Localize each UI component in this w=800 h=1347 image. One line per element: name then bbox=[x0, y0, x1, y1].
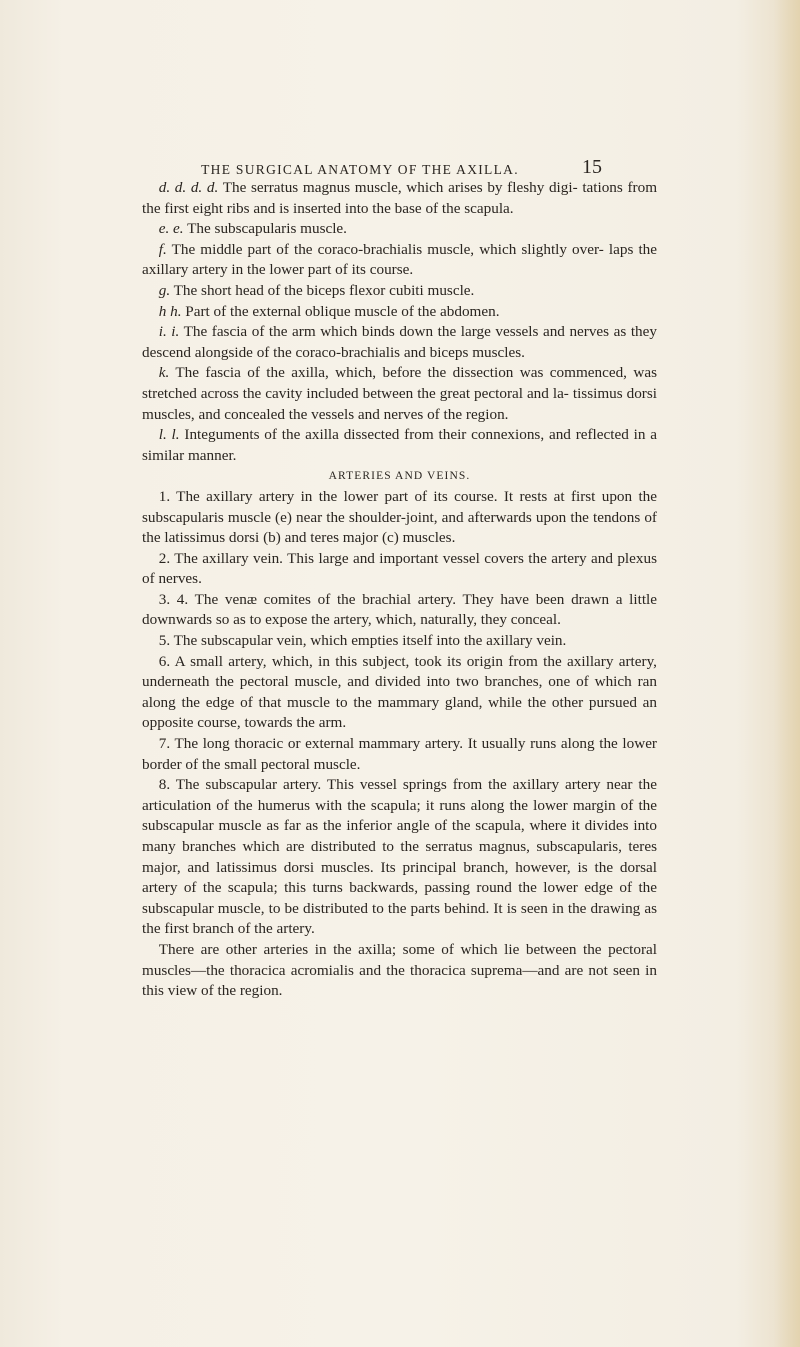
item-text: A small artery, which, in this subject, took its origin from the axillary artery, underneath the pectoral muscle, and divided into two branches, one of which ran along the edge of that muscle to the mammary gland, while the other pursued an opposite course, towards the arm. bbox=[142, 652, 657, 732]
item-text: The axillary vein. This large and important vessel covers the artery and plexus of nerves. bbox=[142, 549, 657, 588]
item-text: The subscapular artery. This vessel springs from the axillary artery near the articulation of the humerus with the scapula; it runs along the lower margin of the subscapular muscle as far as the inferior angle of the scapula, where it divides into many branches which are distributed to the serratus magnus, subscapularis, teres major, and latissimus dorsi muscles. Its principal branch, however, is the dorsal artery of the scapula; this turns backwards, passing round the lower edge of the subscapular muscle, to be distributed to the parts behind. It is seen in the drawing as the first branch of the artery. bbox=[142, 776, 657, 938]
legend-text: Integuments of the axilla dissected from their connexions, and reflected in a similar manner. bbox=[142, 426, 658, 464]
legend-item bbox=[142, 281, 657, 302]
page-edge-stain bbox=[774, 0, 800, 1347]
numbered-item bbox=[142, 652, 657, 734]
legend-item bbox=[142, 178, 657, 219]
page-body bbox=[142, 178, 657, 1002]
item-text: The subscapular vein, which empties itself into the axillary vein. bbox=[173, 632, 567, 650]
legend-text: Part of the external oblique muscle of the abdomen. bbox=[185, 302, 500, 320]
legend-label: d. d. d. d. bbox=[158, 179, 219, 196]
legend-label: g. bbox=[158, 281, 171, 299]
item-number: 8. bbox=[158, 776, 171, 794]
legend-item bbox=[142, 363, 657, 425]
item-number: 1. bbox=[158, 487, 171, 505]
legend-label: f. bbox=[158, 240, 167, 258]
legend-text: The middle part of the coraco-brachialis muscle, which slightly over- laps the axillary artery in the lower part of its course. bbox=[142, 240, 657, 279]
legend-text: The fascia of the axilla, which, before the dissection was commenced, was stretched across the cavity included between the great pectoral and la- tissimus dorsi muscles, and concealed the vessels and nerves of the region. bbox=[142, 364, 657, 423]
item-number: 6. bbox=[158, 652, 171, 670]
legend-text: The serratus magnus muscle, which arises by fleshy digi- tations from the first eight ribs and is inserted into the base of the scapula. bbox=[142, 179, 658, 217]
numbered-item bbox=[142, 775, 657, 940]
legend-label: k. bbox=[158, 364, 170, 382]
legend-item bbox=[142, 322, 657, 363]
item-number: 5. bbox=[158, 632, 171, 650]
numbered-item bbox=[142, 487, 657, 549]
item-number: 2. bbox=[158, 549, 171, 567]
numbered-item bbox=[142, 734, 657, 775]
legend-text: The subscapularis muscle. bbox=[187, 220, 347, 238]
legend-text: The short head of the biceps flexor cubiti muscle. bbox=[173, 281, 475, 299]
closing-paragraph: There are other arteries in the axilla; some of which lie between the pectoral muscles—the thoracica acromialis and the thoracica suprema—and are not seen in this view of the region. bbox=[142, 940, 657, 1000]
item-number: 7. bbox=[158, 735, 171, 753]
legend-label: l. l. bbox=[158, 426, 180, 444]
numbered-item bbox=[142, 590, 657, 631]
legend-item bbox=[142, 219, 657, 240]
legend-text: The fascia of the arm which binds down the large vessels and nerves as they descend alongside of the coraco-brachialis and biceps muscles. bbox=[142, 323, 657, 361]
section-heading: ARTERIES AND VEINS. bbox=[328, 470, 471, 483]
legend-item bbox=[142, 302, 657, 323]
legend-item bbox=[142, 425, 657, 466]
legend-label: e. e. bbox=[158, 220, 184, 238]
item-text: The axillary artery in the lower part of its course. It rests at first upon the subscapularis muscle (e) near the shoulder-joint, and afterwards upon the tendons of the latissimus dorsi (b) and teres major (c) muscles. bbox=[142, 487, 657, 547]
running-header: THE SURGICAL ANATOMY OF THE AXILLA. bbox=[201, 162, 519, 177]
item-number: 3. 4. bbox=[158, 590, 189, 608]
legend-label: h h. bbox=[158, 302, 182, 320]
legend-label: i. i. bbox=[158, 323, 180, 341]
item-text: The venæ comites of the brachial artery. They have been drawn a little downwards so as to expose the artery, which, naturally, they conceal. bbox=[142, 590, 658, 629]
page-number: 15 bbox=[582, 156, 602, 178]
numbered-item bbox=[142, 549, 657, 590]
legend-item bbox=[142, 240, 657, 281]
item-text: The long thoracic or external mammary artery. It usually runs along the lower border of the small pectoral muscle. bbox=[142, 735, 657, 773]
numbered-item bbox=[142, 631, 657, 652]
